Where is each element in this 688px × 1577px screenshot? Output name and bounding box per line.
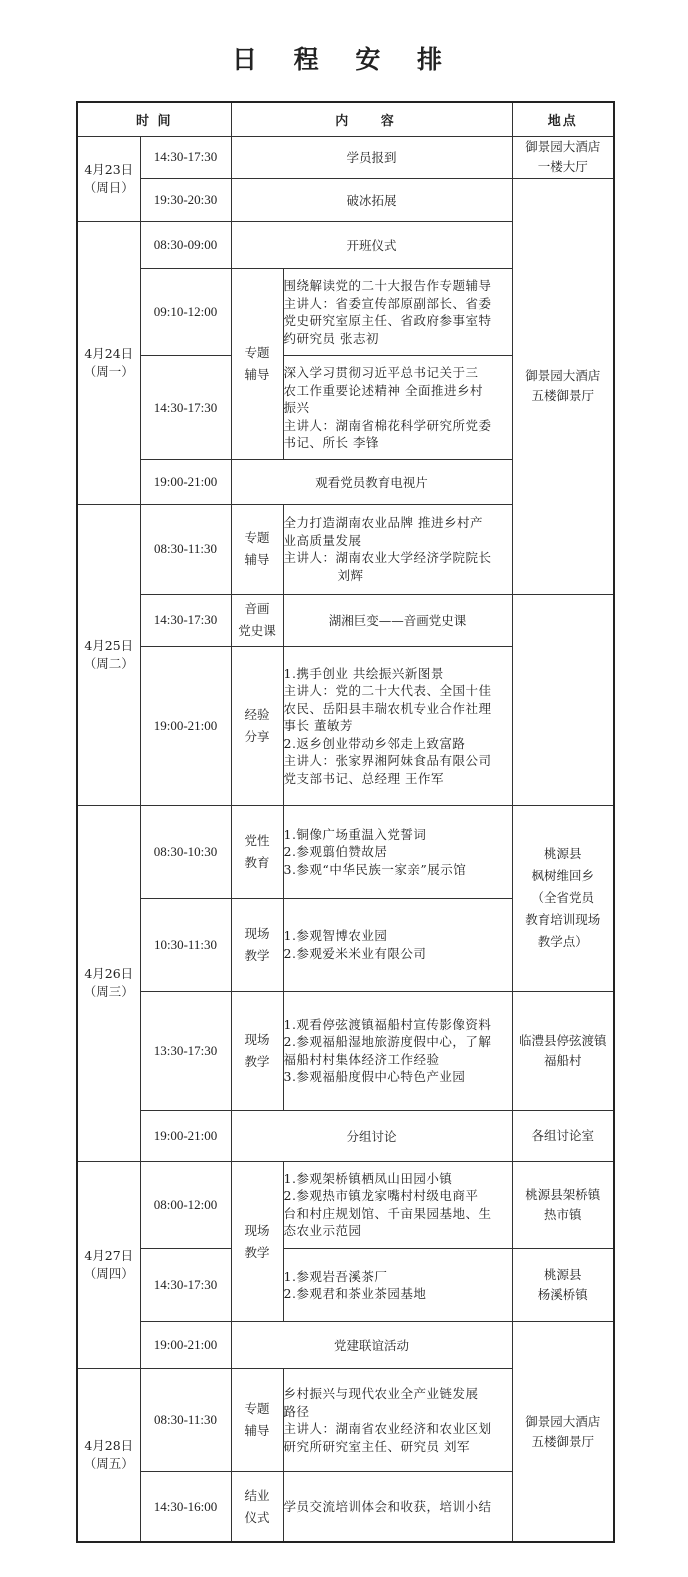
text-line: 2.参观爱米米业有限公司 <box>283 945 427 961</box>
day-cell <box>77 1369 140 1542</box>
text-line: 辅导 <box>244 367 270 383</box>
text-line: 2.参观热市镇龙家嘴村村级电商平 <box>283 1188 479 1204</box>
text-line: 党史课 <box>238 623 276 639</box>
text-line: 结业 <box>244 1487 270 1503</box>
content-cell <box>283 806 512 899</box>
content-cell <box>283 1161 512 1249</box>
time-cell: 19:00-21:00 <box>140 646 231 806</box>
text-line: 五楼御景厅 <box>531 388 594 404</box>
time-cell: 08:30-10:30 <box>140 806 231 899</box>
category-cell <box>231 646 283 806</box>
time-cell: 19:00-21:00 <box>140 460 231 505</box>
text-line: 仪式 <box>244 1509 270 1525</box>
text-line: 2.返乡创业带动乡邻走上致富路 <box>283 735 466 751</box>
text-line: 2.参观翦伯赞故居 <box>283 844 388 860</box>
content-cell <box>283 356 512 460</box>
table-row <box>77 991 614 1110</box>
text-line: 专题 <box>244 345 270 361</box>
text-line: 教学 <box>244 1053 270 1069</box>
text-line: 振兴 <box>283 400 310 416</box>
location-cell <box>512 136 614 179</box>
text-line: 态农业示范园 <box>283 1223 362 1239</box>
category-cell <box>231 268 283 459</box>
content-cell <box>283 1369 512 1472</box>
table-row <box>77 1110 614 1161</box>
content-cell: 开班仪式 <box>231 222 512 269</box>
time-cell: 08:30-09:00 <box>140 222 231 269</box>
day-week: （周三） <box>83 984 134 1000</box>
text-line: 党支部书记、总经理 王作军 <box>283 770 444 786</box>
text-line: 2.参观君和茶业茶园基地 <box>283 1286 427 1302</box>
header-content: 内 容 <box>231 102 512 136</box>
text-line: 专题 <box>244 530 270 546</box>
text-line: 教学 <box>244 1244 270 1260</box>
content-cell <box>283 1472 512 1542</box>
text-line: 桃源县 <box>543 1267 582 1283</box>
content-cell <box>283 268 512 356</box>
time-cell: 10:30-11:30 <box>140 898 231 991</box>
speaker-name: 刘辉 <box>337 567 364 583</box>
text-line: 1.携手创业 共绘振兴新图景 <box>283 665 444 681</box>
text-line: 主讲人：张家界湘阿妹食品有限公司 <box>283 753 492 769</box>
text-line: 3.参观“中华民族一家亲”展示馆 <box>283 861 467 877</box>
text-line: 经验 <box>244 706 270 722</box>
category-cell <box>231 505 283 595</box>
day-date: 4月27日 <box>84 1247 134 1263</box>
day-date: 4月26日 <box>84 966 134 982</box>
text-line: 教育 <box>244 855 270 871</box>
category-cell <box>231 1472 283 1542</box>
category-cell <box>231 898 283 991</box>
content-cell <box>283 646 512 806</box>
day-cell <box>77 505 140 806</box>
text-line: 现场 <box>244 1031 270 1047</box>
text-line: 辅导 <box>244 1423 270 1439</box>
table-row <box>77 1249 614 1322</box>
text-line: 专题 <box>244 1401 270 1417</box>
text-line: 一楼大厅 <box>537 159 588 175</box>
text-line: 全力打造湖南农业品牌 推进乡村产 <box>283 515 483 531</box>
text-line: 杨溪桥镇 <box>537 1287 588 1303</box>
table-row <box>77 1322 614 1369</box>
time-cell: 14:30-17:30 <box>140 356 231 460</box>
time-cell: 08:00-12:00 <box>140 1161 231 1249</box>
text-line: 御景园大酒店 <box>525 139 601 155</box>
day-week: （周五） <box>83 1456 134 1472</box>
text-line: 约研究员 张志初 <box>283 330 379 346</box>
header-time: 时 间 <box>77 102 231 136</box>
day-date: 4月25日 <box>84 638 134 654</box>
text-line: 教学点） <box>537 934 588 950</box>
text-line: 1.观看停弦渡镇福船村宣传影像资料 <box>283 1016 492 1032</box>
location-cell <box>512 1249 614 1322</box>
text-line: （全省党员 <box>531 890 594 906</box>
table-row <box>77 1161 614 1249</box>
table-row <box>77 806 614 899</box>
text-line: 主讲人：湖南省农业经济和农业区划 <box>283 1421 492 1437</box>
text-line: 事长 董敏芳 <box>283 718 353 734</box>
text-line: 路径 <box>283 1403 310 1419</box>
text-line: 教育培训现场 <box>525 912 601 928</box>
page-title: 日 程 安 排 <box>231 45 457 74</box>
text-line: 乡村振兴与现代农业全产业链发展 <box>283 1386 479 1402</box>
content-cell: 湖湘巨变——音画党史课 <box>283 594 512 646</box>
text-line: 1.参观岩吾溪茶厂 <box>283 1268 388 1284</box>
category-cell <box>231 806 283 899</box>
time-cell: 09:10-12:00 <box>140 268 231 356</box>
day-date: 4月24日 <box>84 346 134 361</box>
location-cell <box>512 179 614 594</box>
text-line: 桃源县 <box>543 846 582 862</box>
text-line: 党史研究室原主任、省政府参事室特 <box>283 313 492 329</box>
text-line: 农民、岳阳县丰瑞农机专业合作社理 <box>283 700 492 716</box>
time-cell: 14:30-17:30 <box>140 136 231 179</box>
text-line: 深入学习贯彻习近平总书记关于三 <box>283 365 479 381</box>
text-line: 2.参观福船湿地旅游度假中心，了解 <box>283 1034 492 1050</box>
day-date: 4月28日 <box>84 1438 134 1454</box>
text-line: 教学 <box>244 947 270 963</box>
time-cell: 14:30-17:30 <box>140 594 231 646</box>
text-line: 党性 <box>244 833 270 849</box>
day-cell <box>77 136 140 222</box>
text-line: 研究所研究室主任、研究员 刘军 <box>283 1438 470 1454</box>
time-cell: 19:00-21:00 <box>140 1110 231 1161</box>
day-week: （周日） <box>83 179 134 195</box>
table-row <box>77 136 614 179</box>
text-line: 农工作重要论述精神 全面推进乡村 <box>283 382 483 398</box>
time-cell: 14:30-17:30 <box>140 1249 231 1322</box>
time-cell: 08:30-11:30 <box>140 1369 231 1472</box>
text-line: 1.铜像广场重温入党誓词 <box>283 826 427 842</box>
text-line: 台和村庄规划馆、千亩果园基地、生 <box>283 1205 492 1221</box>
text-line: 枫树维回乡 <box>531 868 594 884</box>
text-line: 分享 <box>244 728 270 744</box>
text-line: 主讲人：湖南省棉花科学研究所党委 <box>283 417 492 433</box>
text-line: 主讲人：省委宣传部原副部长、省委 <box>283 295 492 311</box>
time-cell: 19:30-20:30 <box>140 179 231 222</box>
category-cell <box>231 1369 283 1472</box>
day-cell <box>77 1161 140 1369</box>
text-line: 御景园大酒店 <box>525 368 601 384</box>
day-cell <box>77 806 140 1161</box>
text-line: 各组讨论室 <box>531 1127 594 1143</box>
day-week: （周四） <box>83 1265 134 1281</box>
time-cell: 19:00-21:00 <box>140 1322 231 1369</box>
content-cell <box>283 898 512 991</box>
time-cell: 08:30-11:30 <box>140 505 231 595</box>
content-cell: 党建联谊活动 <box>231 1322 512 1369</box>
text-line: 御景园大酒店 <box>525 1413 601 1429</box>
category-cell <box>231 1161 283 1322</box>
text-line: 热市镇 <box>543 1206 582 1222</box>
text-line: 主讲人：党的二十大代表、全国十佳 <box>283 683 492 699</box>
location-cell <box>512 1161 614 1249</box>
day-cell <box>77 222 140 505</box>
category-cell <box>231 594 283 646</box>
header-location: 地点 <box>512 102 614 136</box>
content-cell: 破冰拓展 <box>231 179 512 222</box>
text-line: 桃源县架桥镇 <box>525 1186 601 1202</box>
text-line: 学员交流培训体会和收获，培训小结 <box>283 1498 492 1514</box>
day-week: （周一） <box>83 364 134 379</box>
text-line: 业高质量发展 <box>283 532 362 548</box>
text-line: 福船村村集体经济工作经验 <box>283 1051 440 1067</box>
content-cell <box>283 991 512 1110</box>
text-line: 1.参观智博农业园 <box>283 928 388 944</box>
text-line: 辅导 <box>244 552 270 568</box>
content-cell: 分组讨论 <box>231 1110 512 1161</box>
day-date: 4月23日 <box>84 161 134 177</box>
location-cell <box>512 806 614 991</box>
text-line: 现场 <box>244 1222 270 1238</box>
text-line: 音画 <box>244 601 270 617</box>
location-cell <box>512 1322 614 1542</box>
text-line: 五楼御景厅 <box>531 1433 594 1449</box>
location-cell <box>512 1110 614 1161</box>
table-row <box>77 594 614 646</box>
content-cell: 观看党员教育电视片 <box>231 460 512 505</box>
text-line: 主讲人：湖南农业大学经济学院院长 <box>283 550 492 566</box>
schedule-table <box>76 101 615 1543</box>
text-line: 书记、所长 李锋 <box>283 435 379 451</box>
text-line: 1.参观架桥镇栖凤山田园小镇 <box>283 1170 453 1186</box>
content-cell: 学员报到 <box>231 136 512 179</box>
text-line: 福船村 <box>543 1052 582 1068</box>
day-week: （周二） <box>83 656 134 672</box>
content-cell <box>283 505 512 595</box>
header-row <box>77 102 614 136</box>
table-row <box>77 179 614 222</box>
text-line: 现场 <box>244 925 270 941</box>
location-cell <box>512 991 614 1110</box>
text-line: 围绕解读党的二十大报告作专题辅导 <box>283 278 492 294</box>
text-line: 临澧县停弦渡镇 <box>518 1032 607 1048</box>
time-cell: 13:30-17:30 <box>140 991 231 1110</box>
content-cell <box>283 1249 512 1322</box>
content-lines <box>284 514 512 567</box>
category-cell <box>231 991 283 1110</box>
table-row <box>77 646 614 806</box>
text-line: 3.参观福船度假中心特色产业园 <box>283 1069 466 1085</box>
time-cell: 14:30-16:00 <box>140 1472 231 1542</box>
